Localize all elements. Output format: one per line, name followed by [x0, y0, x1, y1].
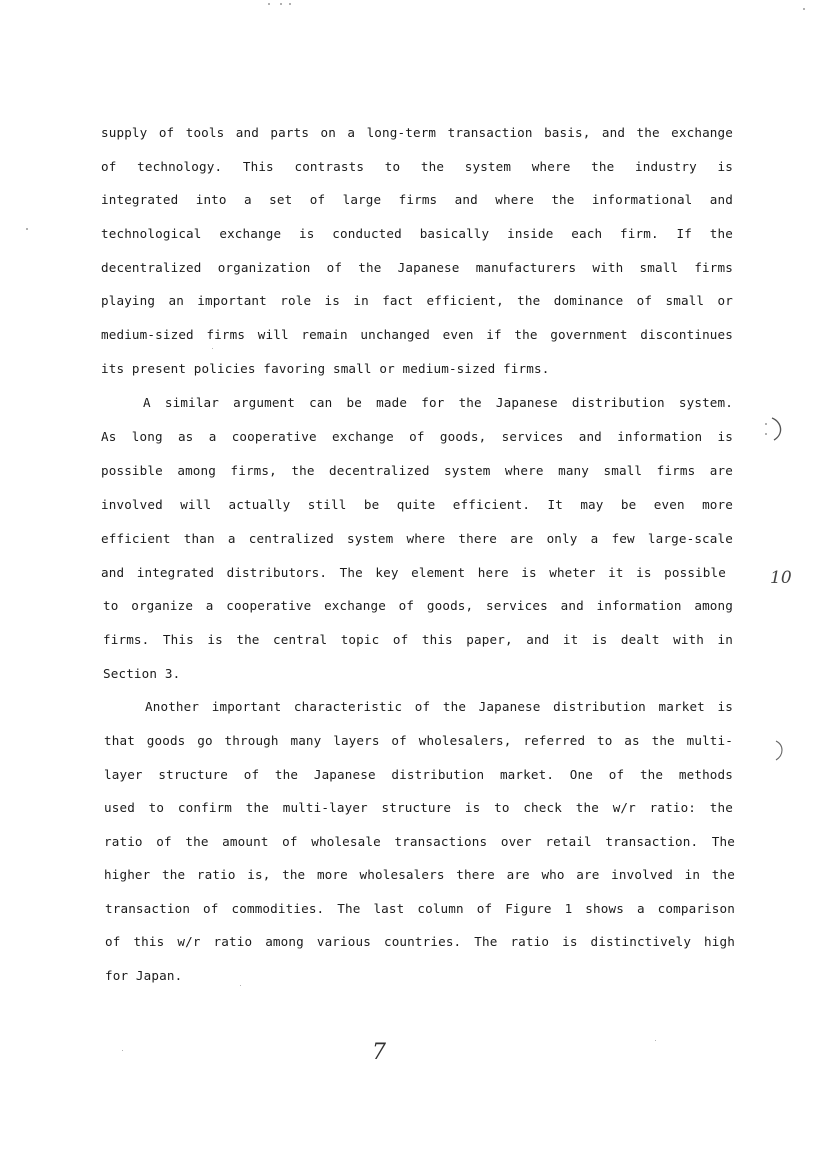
text-line: higher the ratio is, the more wholesalers there are who are involved in the [104, 867, 735, 882]
text-line: of this w/r ratio among various countries. The ratio is distinctively high [105, 934, 735, 949]
text-line: transaction of commodities. The last column of Figure 1 shows a comparison [105, 901, 735, 916]
text-line: ratio of the amount of wholesale transactions over retail transaction. The [104, 834, 735, 849]
text-line: decentralized organization of the Japanese manufacturers with small firms [101, 260, 733, 275]
scan-speck [289, 3, 291, 5]
text-line: involved will actually still be quite efficient. It may be even more [101, 497, 733, 512]
text-line: and integrated distributors. The key element here is wheter it is possible [101, 565, 726, 580]
text-line: integrated into a set of large firms and where the informational and [101, 192, 733, 207]
text-line: layer structure of the Japanese distribution market. One of the methods [104, 767, 733, 782]
text-line: to organize a cooperative exchange of goods, services and information among [103, 598, 733, 613]
text-line: of technology. This contrasts to the system where the industry is [101, 159, 733, 174]
scan-speck [26, 228, 28, 230]
text-line: technological exchange is conducted basically inside each firm. If the [101, 226, 733, 241]
page-number: 7 [372, 1040, 386, 1065]
paragraph-first-line: A similar argument can be made for the Japanese distribution system. [143, 395, 733, 410]
text-line: that goods go through many layers of wholesalers, referred to as the multi- [104, 733, 733, 748]
text-line: its present policies favoring small or medium-sized firms. [101, 361, 550, 376]
text-line: As long as a cooperative exchange of goods, services and information is [101, 429, 733, 444]
scan-speck [240, 985, 241, 986]
text-line: for Japan. [105, 968, 183, 983]
text-line: used to confirm the multi-layer structure is to check the w/r ratio: the [104, 800, 733, 815]
scan-speck [655, 1040, 656, 1041]
scan-speck [803, 8, 805, 10]
scan-mark-paren-icon [768, 738, 788, 764]
text-line: Section 3. [103, 666, 181, 681]
scan-speck [122, 1050, 123, 1051]
text-line: playing an important role is in fact efficient, the dominance of small or [101, 293, 733, 308]
scan-mark-paren-icon [762, 414, 786, 444]
scan-speck [280, 3, 282, 5]
text-line: efficient than a centralized system where there are only a few large-scale [101, 531, 733, 546]
scan-speck [212, 348, 213, 349]
text-line: possible among firms, the decentralized system where many small firms are [101, 463, 733, 478]
paragraph-first-line: Another important characteristic of the Japanese distribution market is [145, 699, 733, 714]
text-line: supply of tools and parts on a long-term transaction basis, and the exchange [101, 125, 733, 140]
margin-note: 10 [770, 568, 792, 588]
scan-speck [268, 3, 270, 5]
text-line: medium-sized firms will remain unchanged even if the government discontinues [101, 327, 733, 342]
text-line: firms. This is the central topic of this paper, and it is dealt with in [103, 632, 733, 647]
